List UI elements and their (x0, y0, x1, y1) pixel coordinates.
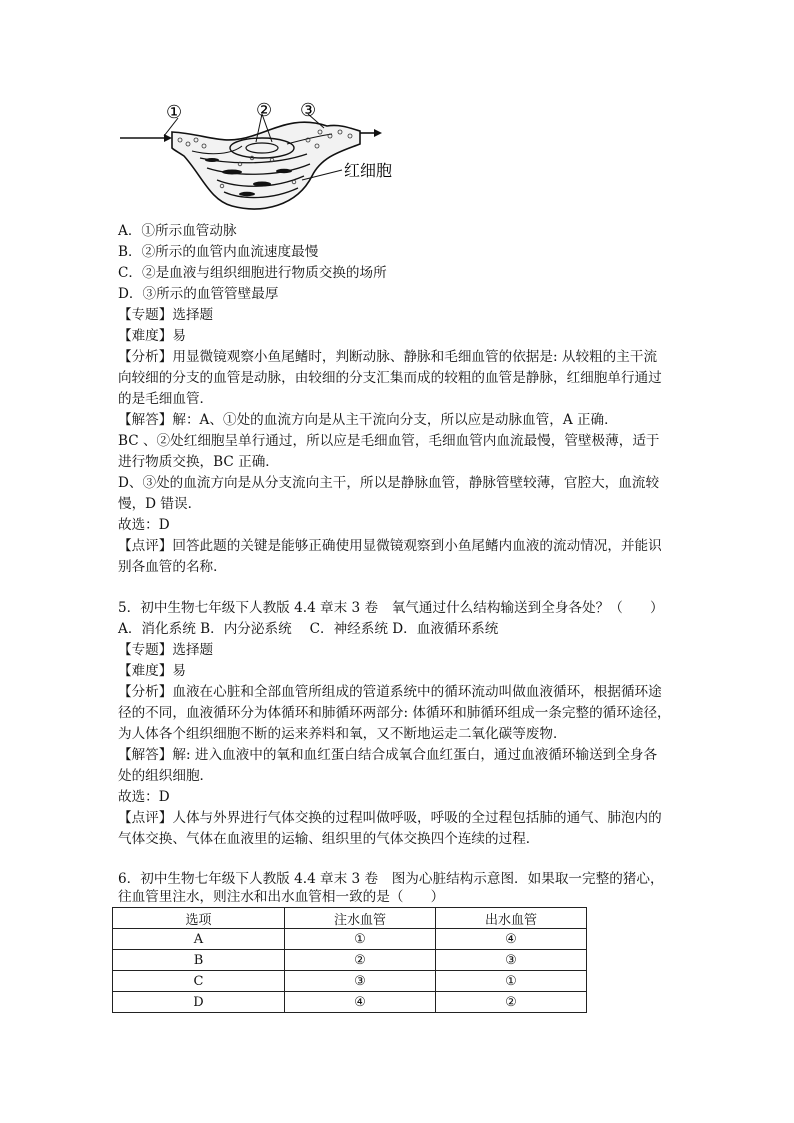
table-row (113, 929, 587, 950)
label-2: ② (256, 100, 273, 121)
table-header-outlet: 出水血管 (436, 908, 587, 929)
table-cell: ② (285, 950, 436, 971)
table-cell: ③ (436, 950, 587, 971)
table-cell: ① (436, 971, 587, 992)
q5-options: A．消化系统 B．内分泌系统 C．神经系统 D．血液循环系统 (118, 621, 499, 637)
q4-option-c: C．②是血液与组织细胞进行物质交换的场所 (118, 265, 387, 281)
q5-stem: 5．初中生物七年级下人教版 4.4 章末 3 卷 氧气通过什么结构输送到全身各处？（ ） (118, 600, 664, 616)
q4-topic: 【专题】选择题 (118, 307, 214, 323)
q4-answer-line: 进行物质交换，BC 正确． (118, 454, 279, 470)
label-1: ① (166, 102, 183, 123)
table-cell: C (113, 971, 285, 992)
table-cell: ③ (285, 971, 436, 992)
label-red-blood-cell: 红细胞 (344, 161, 393, 180)
table-row (113, 950, 587, 971)
table-cell: ② (436, 992, 587, 1013)
q5-analysis-line: 径的不同，血液循环分为体循环和肺循环两部分: 体循环和肺循环组成一条完整的循环途径， (118, 705, 671, 721)
q5-topic: 【专题】选择题 (118, 642, 214, 658)
q5-analysis-line: 【分析】血液在心脏和全部血管所组成的管道系统中的循环流动叫做血液循环，根据循环途 (118, 684, 662, 700)
table-row (113, 971, 587, 992)
q4-answer-line: 【解答】解：A、①处的血流方向是从主干流向分支，所以应是动脉血管，A 正确． (118, 412, 618, 428)
table-header-option: 选项 (113, 908, 285, 929)
q4-option-a: A．①所示血管动脉 (118, 223, 237, 239)
q4-difficulty: 【难度】易 (118, 328, 186, 344)
answer-table (112, 907, 587, 1013)
q4-comment-line: 【点评】回答此题的关键是能够正确使用显微镜观察到小鱼尾鳍内血液的流动情况，并能识 (118, 538, 662, 554)
q4-option-b: B．②所示的血管内血流速度最慢 (118, 244, 319, 260)
q4-analysis-line: 的是毛细血管． (118, 391, 214, 407)
table-cell: ④ (436, 929, 587, 950)
q4-answer-line: 慢，D 错误． (118, 496, 202, 512)
q5-answer-line: 【解答】解: 进入血液中的氧和血红蛋白结合成氧合血红蛋白，通过血液循环输送到全身各 (118, 747, 658, 763)
table-cell: D (113, 992, 285, 1013)
table-cell: B (113, 950, 285, 971)
q4-analysis-line: 向较细的分支的血管是动脉，由较细的分支汇集而成的较粗的血管是静脉，红细胞单行通过 (118, 370, 662, 386)
table-header-inlet: 注水血管 (285, 908, 436, 929)
q5-comment-line: 【点评】人体与外界进行气体交换的过程叫做呼吸，呼吸的全过程包括肺的通气、肺泡内的 (118, 810, 662, 826)
table-cell: ④ (285, 992, 436, 1013)
blood-vessel-diagram (112, 96, 422, 220)
q4-option-d: D．③所示的血管管壁最厚 (118, 286, 279, 302)
table-row (113, 992, 587, 1013)
q5-comment-line: 气体交换、气体在血液里的运输、组织里的气体交换四个连续的过程． (118, 831, 540, 847)
q4-choice: 故选：D (118, 517, 170, 533)
q6-stem-line: 6．初中生物七年级下人教版 4.4 章末 3 卷 图为心脏结构示意图．如果取一完整的猪心， (118, 871, 664, 887)
q4-answer-line: BC 、②处红细胞呈单行通过，所以应是毛细血管，毛细血管内血流最慢，管壁极薄，适于 (118, 433, 660, 449)
table-cell: ① (285, 929, 436, 950)
q4-comment-line: 别各血管的名称． (118, 559, 227, 575)
label-3: ③ (300, 100, 317, 121)
q5-difficulty: 【难度】易 (118, 663, 186, 679)
q5-choice: 故选：D (118, 789, 170, 805)
q5-answer-line: 处的组织细胞． (118, 768, 214, 784)
q4-analysis-line: 【分析】用显微镜观察小鱼尾鳍时，判断动脉、静脉和毛细血管的依据是: 从较粗的主干流 (118, 349, 658, 365)
q5-analysis-line: 为人体各个组织细胞不断的运来养料和氧，又不断地运走二氧化碳等废物． (118, 726, 567, 742)
q4-answer-line: D、③处的血流方向是从分支流向主干，所以是静脉血管，静脉管壁较薄，官腔大，血流较 (118, 475, 660, 491)
table-header-row (113, 908, 587, 929)
q6-stem-line: 往血管里注水，则注水和出水血管相一致的是（ ） (118, 889, 445, 905)
table-cell: A (113, 929, 285, 950)
